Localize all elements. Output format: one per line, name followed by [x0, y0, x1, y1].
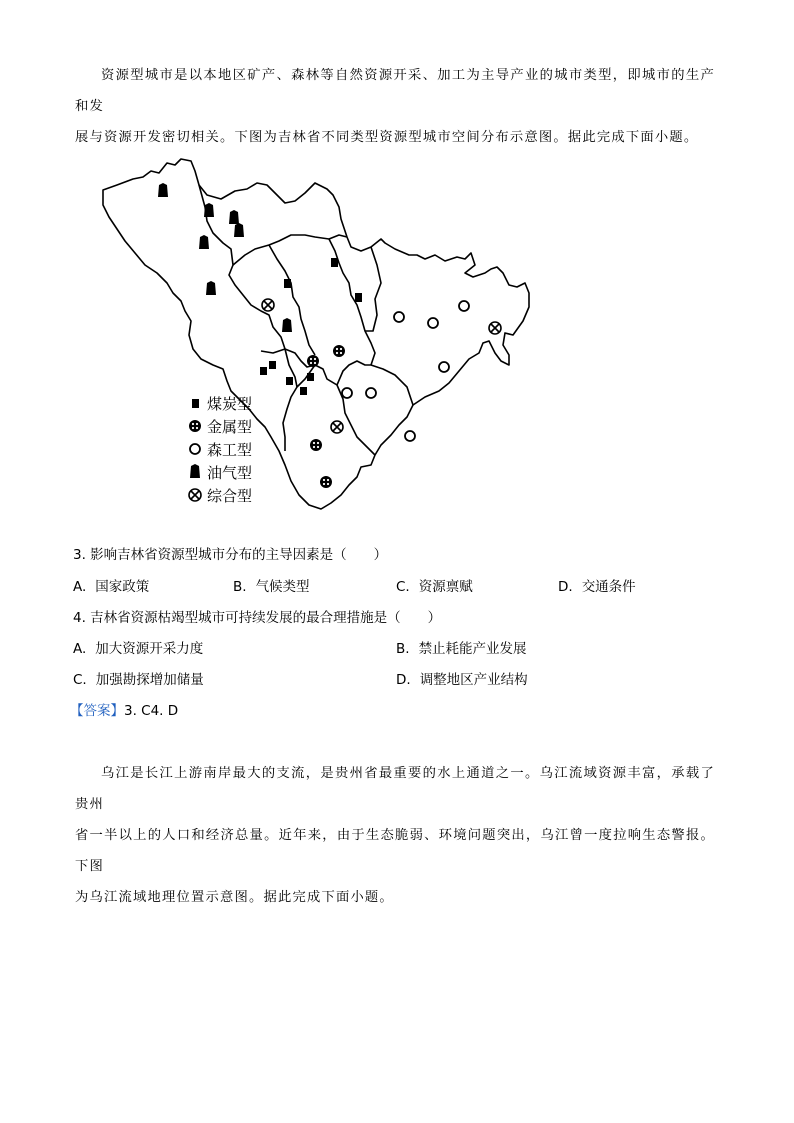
coal-city-marker [355, 293, 362, 302]
forest-city-marker [366, 388, 376, 398]
coal-city-marker [284, 279, 291, 288]
oil-city-marker [199, 235, 209, 249]
legend-oil-symbol [190, 464, 200, 478]
answer-tag: 【答案】 [70, 703, 124, 719]
coal-city-marker [300, 387, 307, 395]
province-boundary [103, 159, 529, 509]
oil-city-marker [234, 223, 244, 237]
option-key: D. [396, 672, 411, 688]
intro-2-line-1: 乌江是长江上游南岸最大的支流，是贵州省最重要的水上通道之一。乌江流域资源丰富，承载了贵州 [75, 766, 715, 812]
map-outline [103, 159, 529, 509]
q4-option-a[interactable] [73, 639, 203, 659]
q3-option-d[interactable] [558, 577, 636, 597]
option-key: B. [396, 641, 410, 657]
forest-city-marker [342, 388, 352, 398]
comprehensive-city-marker [331, 421, 343, 433]
legend-coal-label: 煤炭型 [207, 395, 253, 413]
jilin-resource-city-map [95, 155, 535, 515]
legend-forest-label: 森工型 [207, 441, 253, 459]
intro-1-line-2: 展与资源开发密切相关。下图为吉林省不同类型资源型城市空间分布示意图。据此完成下面小题。 [75, 130, 699, 145]
option-text: 交通条件 [581, 579, 636, 595]
option-key: A. [73, 641, 87, 657]
border-central-west [269, 245, 315, 355]
q3-option-a[interactable] [73, 577, 149, 597]
border-southwest [261, 349, 413, 405]
option-text: 国家政策 [95, 579, 150, 595]
legend-forest-symbol [190, 444, 200, 454]
forest-city-marker [394, 312, 404, 322]
answer-text: 3. C4. D [124, 703, 179, 719]
question-4-stem: 4. 吉林省资源枯竭型城市可持续发展的最合理措施是（ ） [73, 610, 442, 626]
metal-city-marker [307, 355, 319, 367]
option-key: B. [233, 579, 247, 595]
border-east [365, 247, 381, 331]
option-text: 气候类型 [255, 579, 310, 595]
answer-line [70, 701, 178, 721]
intro-1-line-1: 资源型城市是以本地区矿产、森林等自然资源开采、加工为主导产业的城市类型，即城市的生产和发 [75, 68, 715, 114]
legend-metal-symbol [189, 420, 201, 432]
q4-option-b[interactable] [396, 639, 527, 659]
oil-city-marker [229, 210, 239, 224]
coal-city-marker [307, 373, 314, 381]
option-text: 调整地区产业结构 [419, 672, 528, 688]
question-3-stem: 3. 影响吉林省资源型城市分布的主导因素是（ ） [73, 547, 388, 563]
q4-option-c[interactable] [73, 670, 204, 690]
forest-city-marker [428, 318, 438, 328]
metal-city-marker [320, 476, 332, 488]
map-legend [189, 395, 252, 505]
q3-option-c[interactable] [396, 577, 473, 597]
intro-paragraph-2 [75, 758, 715, 913]
oil-city-marker [158, 183, 168, 197]
option-text: 加强勘探增加储量 [95, 672, 204, 688]
intro-paragraph-1 [75, 60, 715, 153]
intro-2-line-2: 省一半以上的人口和经济总量。近年来，由于生态脆弱、环境问题突出，乌江曾一度拉响生态警报。下图 [75, 828, 715, 874]
forest-city-marker [405, 431, 415, 441]
option-key: C. [396, 579, 410, 595]
coal-city-marker [269, 361, 276, 369]
coal-city-marker [260, 367, 267, 375]
option-key: C. [73, 672, 87, 688]
option-text: 禁止耗能产业发展 [418, 641, 527, 657]
legend-oil-label: 油气型 [207, 464, 253, 482]
metal-city-marker [333, 345, 345, 357]
metal-city-markers [307, 345, 345, 488]
oil-city-marker [204, 203, 214, 217]
coal-city-marker [286, 377, 293, 385]
metal-city-marker [310, 439, 322, 451]
q4-option-d[interactable] [396, 670, 528, 690]
oil-city-marker [206, 281, 216, 295]
legend-comprehensive-label: 综合型 [207, 487, 253, 505]
option-key: A. [73, 579, 87, 595]
coal-city-marker [331, 258, 338, 267]
comprehensive-city-marker [489, 322, 501, 334]
legend-comprehensive-symbol [189, 489, 201, 501]
forest-city-marker [459, 301, 469, 311]
option-text: 资源禀赋 [418, 579, 473, 595]
legend-coal-symbol [192, 399, 199, 408]
legend-metal-label: 金属型 [207, 418, 253, 436]
forest-city-marker [439, 362, 449, 372]
comprehensive-city-marker [262, 299, 274, 311]
oil-city-marker [282, 318, 292, 332]
option-key: D. [558, 579, 573, 595]
q3-option-b[interactable] [233, 577, 310, 597]
forest-city-markers [342, 301, 469, 441]
comprehensive-city-markers [262, 299, 501, 433]
intro-2-line-3: 为乌江流域地理位置示意图。据此完成下面小题。 [75, 890, 394, 905]
option-text: 加大资源开采力度 [95, 641, 204, 657]
